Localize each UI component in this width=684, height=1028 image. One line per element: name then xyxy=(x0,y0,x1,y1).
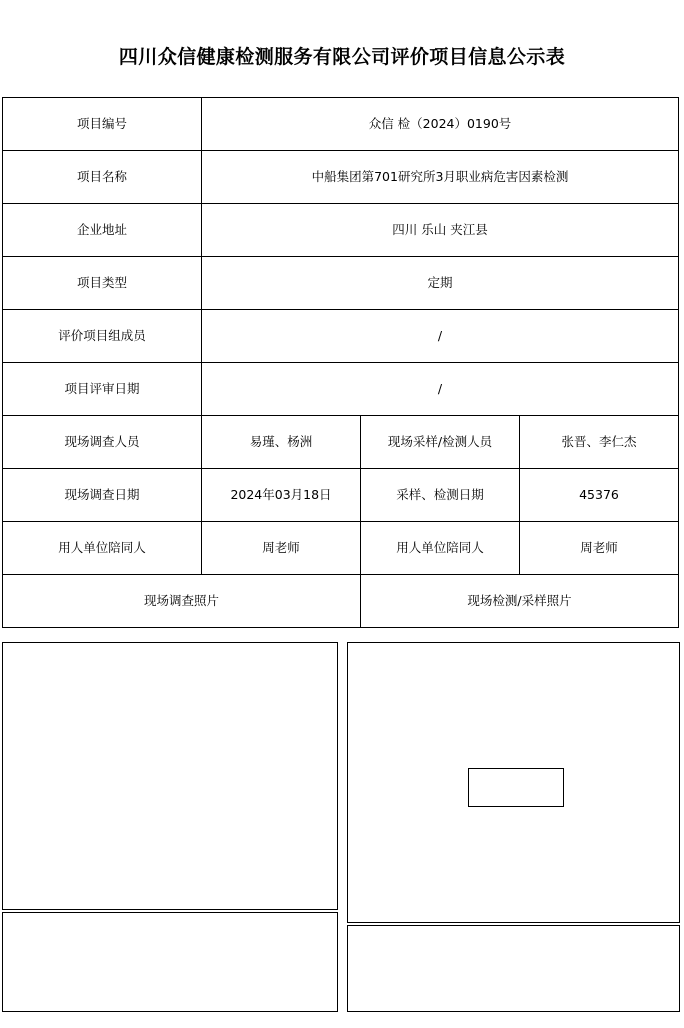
photo-column-detection xyxy=(345,634,679,1026)
table-row xyxy=(3,416,679,469)
photo-placeholder-survey-top xyxy=(2,642,338,910)
row-value-project-name: 中船集团第701研究所3月职业病危害因素检测 xyxy=(202,151,679,204)
photo-column-survey xyxy=(2,634,345,1026)
row-label-project-name: 项目名称 xyxy=(3,151,202,204)
row-label-sampling-staff: 现场采样/检测人员 xyxy=(361,416,520,469)
table-row xyxy=(3,204,679,257)
photo-area xyxy=(2,634,679,1026)
row-label-survey-staff: 现场调查人员 xyxy=(3,416,202,469)
table-row xyxy=(3,257,679,310)
photo-header-survey: 现场调查照片 xyxy=(3,575,361,628)
photo-header-detection: 现场检测/采样照片 xyxy=(361,575,679,628)
row-label-sampling-date: 采样、检测日期 xyxy=(361,469,520,522)
row-value-review-date: / xyxy=(202,363,679,416)
row-value-project-type: 定期 xyxy=(202,257,679,310)
page-title: 四川众信健康检测服务有限公司评价项目信息公示表 xyxy=(118,46,566,68)
photo-placeholder-detection-top xyxy=(347,642,680,923)
row-value-team-members: / xyxy=(202,310,679,363)
photo-inner-placeholder-rect xyxy=(468,768,564,807)
row-label-team-members: 评价项目组成员 xyxy=(3,310,202,363)
row-label-project-type: 项目类型 xyxy=(3,257,202,310)
row-label-escort-survey: 用人单位陪同人 xyxy=(3,522,202,575)
row-label-review-date: 项目评审日期 xyxy=(3,363,202,416)
row-value-company-address: 四川 乐山 夹江县 xyxy=(202,204,679,257)
table-row xyxy=(3,363,679,416)
row-label-project-number: 项目编号 xyxy=(3,98,202,151)
row-value-sampling-staff: 张晋、李仁杰 xyxy=(520,416,679,469)
table-row xyxy=(3,469,679,522)
row-label-escort-sampling: 用人单位陪同人 xyxy=(361,522,520,575)
table-row xyxy=(3,522,679,575)
table-row xyxy=(3,151,679,204)
row-label-company-address: 企业地址 xyxy=(3,204,202,257)
project-info-table xyxy=(2,97,679,628)
photo-placeholder-detection-bottom xyxy=(347,925,680,1012)
row-value-escort-survey: 周老师 xyxy=(202,522,361,575)
row-value-survey-date: 2024年03月18日 xyxy=(202,469,361,522)
row-label-survey-date: 现场调查日期 xyxy=(3,469,202,522)
photo-placeholder-survey-bottom xyxy=(2,912,338,1012)
row-value-survey-staff: 易瑾、杨洲 xyxy=(202,416,361,469)
table-row xyxy=(3,98,679,151)
table-row-photo-headers xyxy=(3,575,679,628)
row-value-sampling-date: 45376 xyxy=(520,469,679,522)
row-value-project-number: 众信 检（2024）0190号 xyxy=(202,98,679,151)
table-row xyxy=(3,310,679,363)
row-value-escort-sampling: 周老师 xyxy=(520,522,679,575)
